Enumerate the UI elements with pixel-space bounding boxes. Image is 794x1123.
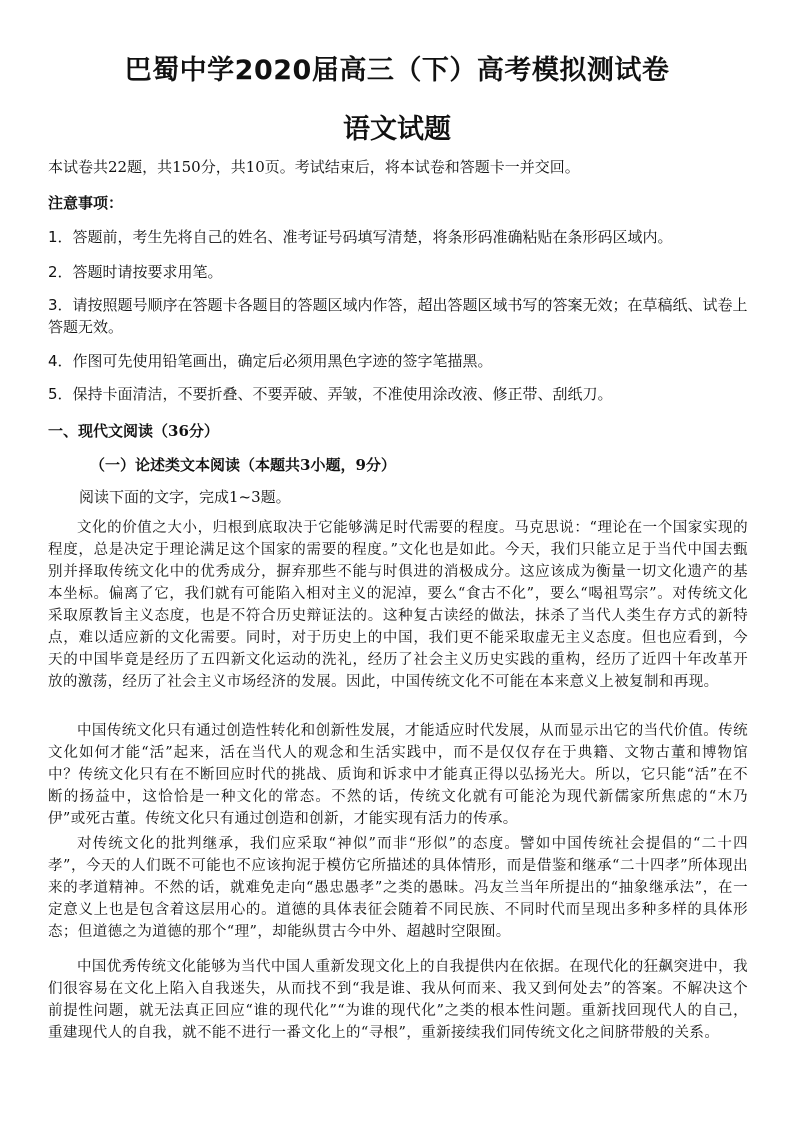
notice-item: 4．作图可先使用铅笔画出，确定后必须用黑色字迹的签字笔描黑。 [48,352,493,370]
subsection-heading: （一）论述类文本阅读（本题共3小题，9分） [90,456,396,474]
exam-title: 巴蜀中学2020届高三（下）高考模拟测试卷 [124,55,670,86]
exam-intro: 本试卷共22题，共150分，共10页。考试结束后，将本试卷和答题卡一并交回。 [48,158,580,176]
exam-subtitle: 语文试题 [343,114,451,145]
notice-item: 5．保持卡面清洁，不要折叠、不要弄破、弄皱，不准使用涂改液、修正带、刮纸刀。 [48,385,613,403]
passage-paragraph: 中国优秀传统文化能够为当代中国人重新发现文化上的自我提供内在依据。在现代化的狂飙突进中，我们很容易在文化上陷入自我迷失，从而找不到“我是谁、我从何而来、我又到何处去”的答案。不解决这个前提性问题，就无法真正回应“谁的现代化”“为谁的现代化”之类的根本性问题。重新找回现代人的自己，重建现代人的自我，就不能不进行一番文化上的“寻根”，重新接续我们同传统文化之间脐带般的关系。 [48,959,748,1041]
passage-paragraph: 文化的价值之大小，归根到底取决于它能够满足时代需要的程度。马克思说：“理论在一个国家实现的程度，总是决定于理论满足这个国家的需要的程度。”文化也是如此。今天，我们只能立足于当代中国去甄别并择取传统文化中的优秀成分，摒弃那些不能与时俱进的消极成分。这应该成为衡量一切文化遗产的基本坐标。偏离了它，我们就有可能陷入相对主义的泥淖，要么“食古不化”，要么“喝祖骂宗”。对传统文化采取原教旨主义态度，也是不符合历史辩证法的。这种复古读经的做法，抹杀了当代人类生存方式的新特点，难以适应新的文化需要。同时，对于历史上的中国，我们更不能采取虚无主义态度。但也应看到，今天的中国毕竟是经历了五四新文化运动的洗礼，经历了社会主义历史实践的重构，经历了近四十年改革开放的激荡，经历了社会主义市场经济的发展。因此，中国传统文化不可能在本来意义上被复制和再现。 [48,520,748,690]
notice-item: 2．答题时请按要求用笔。 [48,263,223,281]
passage-paragraph: 中国传统文化只有通过创造性转化和创新性发展，才能适应时代发展，从而显示出它的当代价值。传统文化如何才能“活”起来，活在当代人的观念和生活实践中，而不是仅仅存在于典籍、文物古董和博物馆中？传统文化只有在不断回应时代的挑战、质询和诉求中才能真正得以弘扬光大。所以，它只能“活”在不断的扬益中，这恰恰是一种文化的常态。不然的话，传统文化就有可能沦为现代新儒家所焦虑的“木乃伊”或死古董。传统文化只有通过创造和创新，才能实现有活力的传承。 [48,723,748,827]
reading-instruction: 阅读下面的文字，完成1~3题。 [79,488,291,506]
passage-paragraph: 对传统文化的批判继承，我们应采取“神似”而非“形似”的态度。譬如中国传统社会提倡的“二十四孝”，今天的人们既不可能也不应该拘泥于模仿它所描述的具体情形，而是借鉴和继承“二十四孝”所体现出来的孝道精神。不然的话，就难免走向“愚忠愚孝”之类的愚昧。冯友兰当年所提出的“抽象继承法”，在一定意义上也是包含着这层用心的。道德的具体表征会随着不同民族、不同时代而呈现出多种多样的具体形态；但道德之为道德的那个“理”，却能纵贯古今中外、超越时空限囿。 [48,836,748,940]
notice-item: 3．请按照题号顺序在答题卡各题目的答题区域内作答，超出答题区域书写的答案无效；在草稿纸、试卷上答题无效。 [48,296,748,336]
notice-heading: 注意事项： [48,194,124,212]
section-heading: 一、现代文阅读（36分） [48,422,219,440]
notice-item: 1．答题前，考生先将自己的姓名、准考证号码填写清楚，将条形码准确粘贴在条形码区域内。 [48,228,673,246]
